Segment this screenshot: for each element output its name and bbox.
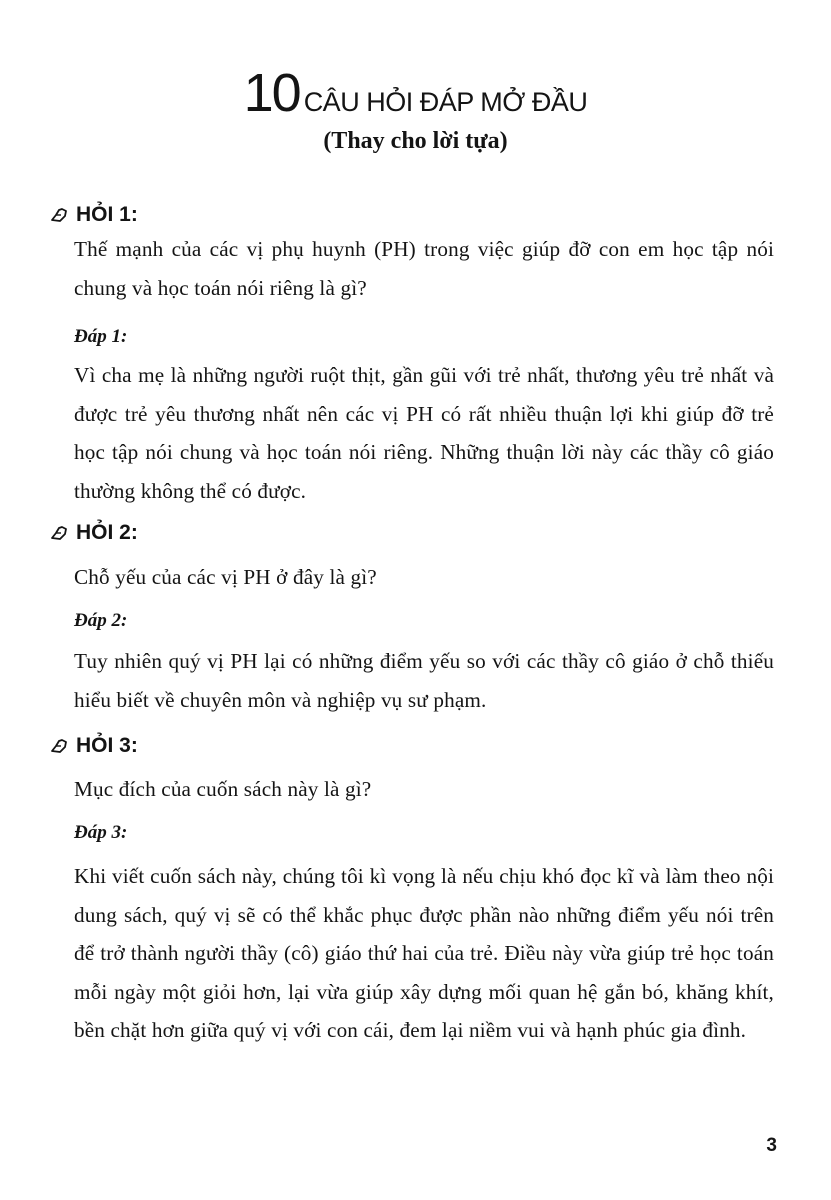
question-label-1: HỎI 1: (76, 203, 138, 226)
question-label-2: HỎI 2: (76, 521, 138, 544)
pointing-hand-icon (50, 524, 68, 542)
question-text-3: Mục đích của cuốn sách này là gì? (74, 777, 372, 801)
answer-label-1: Đáp 1: (74, 326, 128, 347)
question-label-3: HỎI 3: (76, 734, 138, 757)
title-text: CÂU HỎI ĐÁP MỞ ĐẦU (303, 87, 588, 117)
answer-label-3: Đáp 3: (74, 822, 128, 843)
page-number: 3 (766, 1135, 777, 1156)
pointing-hand-icon (50, 206, 68, 224)
pointing-hand-icon (50, 737, 68, 755)
answer-label-2: Đáp 2: (74, 610, 128, 631)
page-subtitle: (Thay cho lời tựa) (323, 128, 508, 154)
answer-text-3: Khi viết cuốn sách này, chúng tôi kì vọng là nếu chịu khó đọc kĩ và làm theo nội dung sách, quý vị sẽ có thể khắc phục được phần nào những điểm yếu nói trên để trở thành người thầy (cô) giáo thứ hai của trẻ. Điều này vừa giúp trẻ học toán mỗi ngày một giỏi hơn, lại vừa giúp xây dựng mối quan hệ gắn bó, khăng khít, bền chặt hơn giữa quý vị với con cái, đem lại niềm vui và hạnh phúc gia đình. (74, 864, 774, 1042)
answer-text-2: Tuy nhiên quý vị PH lại có những điểm yếu so với các thầy cô giáo ở chỗ thiếu hiểu biết về chuyên môn và nghiệp vụ sư phạm. (74, 649, 774, 712)
question-text-1: Thế mạnh của các vị phụ huynh (PH) trong việc giúp đỡ con em học tập nói chung và học toán nói riêng là gì? (74, 237, 774, 300)
page-title (0, 62, 831, 124)
answer-text-1: Vì cha mẹ là những người ruột thịt, gần gũi với trẻ nhất, thương yêu trẻ nhất và được trẻ yêu thương nhất nên các vị PH có rất nhiều thuận lợi khi giúp đỡ trẻ học tập nói chung và học toán nói riêng. Những thuận lời này các thầy cô giáo thường không thể có được. (74, 363, 774, 503)
question-heading-2 (50, 521, 138, 545)
title-number: 10 (243, 63, 300, 123)
question-text-2: Chỗ yếu của các vị PH ở đây là gì? (74, 565, 377, 589)
question-heading-3 (50, 734, 138, 758)
question-heading-1 (50, 203, 138, 227)
